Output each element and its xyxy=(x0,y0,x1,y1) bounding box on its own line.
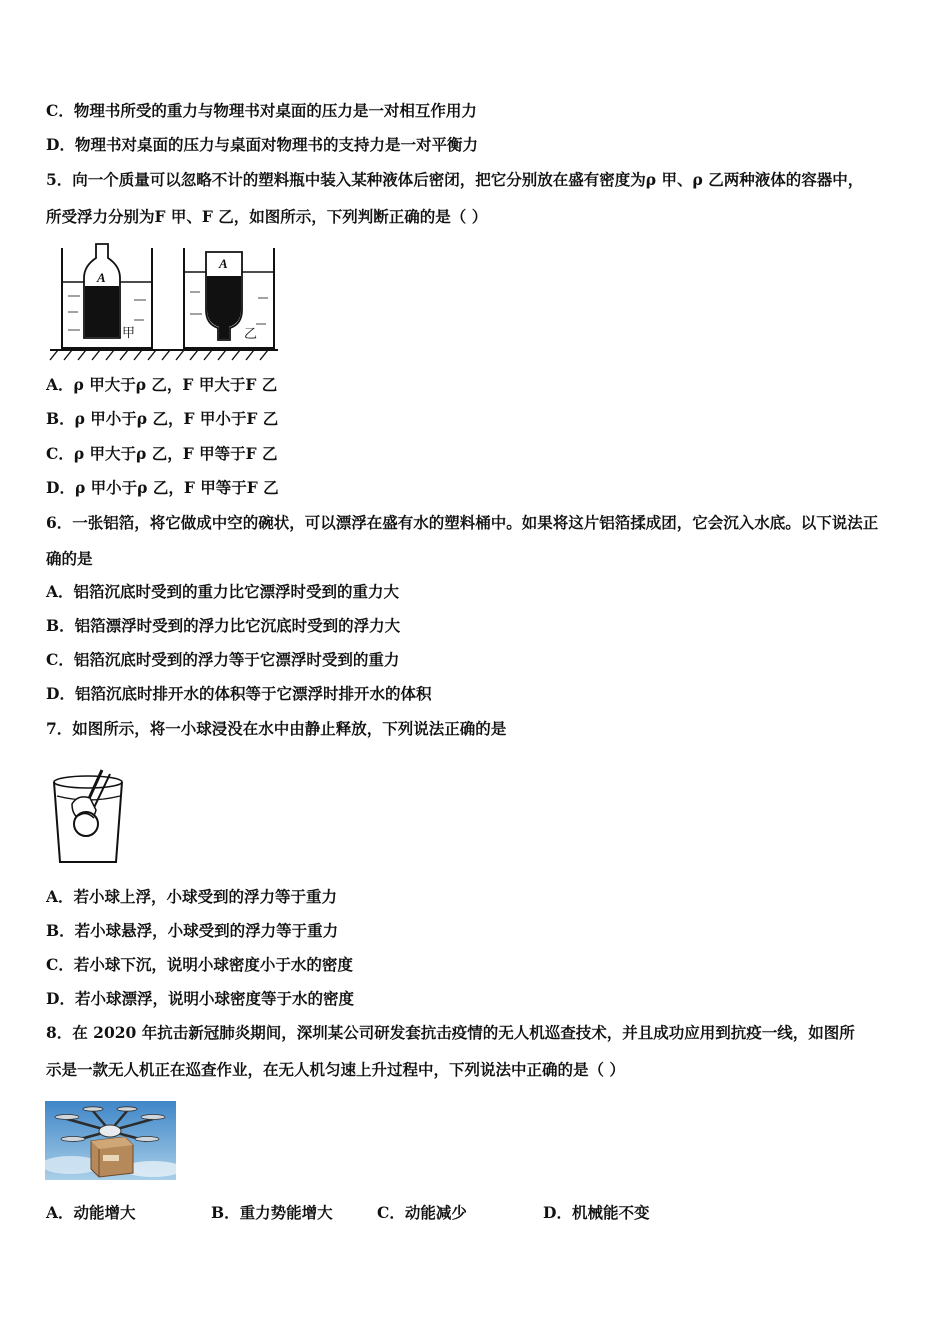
q5-stem-line1: 5．向一个质量可以忽略不计的塑料瓶中装入某种液体后密闭，把它分别放在盛有密度为ρ 甲、ρ 乙两种液体的容器中， xyxy=(46,170,864,189)
q5-figure xyxy=(48,240,280,364)
q6-option-d: D．铝箔沉底时排开水的体积等于它漂浮时排开水的体积 xyxy=(46,684,432,703)
q6-option-b: B．铝箔漂浮时受到的浮力比它沉底时受到的浮力大 xyxy=(46,616,401,635)
q8-drone-photo xyxy=(45,1101,176,1180)
q4-option-c: C．物理书所受的重力与物理书对桌面的压力是一对相互作用力 xyxy=(46,101,477,120)
q7-option-b: B．若小球悬浮，小球受到的浮力等于重力 xyxy=(46,921,339,940)
q6-option-c: C．铝箔沉底时受到的浮力等于它漂浮时受到的重力 xyxy=(46,650,400,669)
q7-stem: 7．如图所示，将一小球浸没在水中由静止释放，下列说法正确的是 xyxy=(46,719,507,738)
q7-option-c: C．若小球下沉，说明小球密度小于水的密度 xyxy=(46,955,353,974)
q5-option-d: D．ρ 甲小于ρ 乙，F 甲等于F 乙 xyxy=(46,478,279,497)
q5-option-c: C．ρ 甲大于ρ 乙，F 甲等于F 乙 xyxy=(46,444,278,463)
q5-option-b: B．ρ 甲小于ρ 乙，F 甲小于F 乙 xyxy=(46,409,279,428)
q7-option-a: A．若小球上浮，小球受到的浮力等于重力 xyxy=(46,887,338,906)
q8-options-row xyxy=(46,1203,649,1223)
q5-label-yi: 乙 xyxy=(244,327,258,342)
q8-option-d: D．机械能不变 xyxy=(543,1203,650,1222)
q8-option-b: B．重力势能增大 xyxy=(211,1203,333,1222)
q5-label-jia: 甲 xyxy=(122,326,136,341)
q6-option-a: A．铝箔沉底时受到的重力比它漂浮时受到的重力大 xyxy=(46,582,400,601)
q5-bottle-a-label-left: A xyxy=(97,270,106,285)
q8-stem-line1: 8．在 2020 年抗击新冠肺炎期间，深圳某公司研发套抗击疫情的无人机巡查技术，并且成功应用到抗疫一线，如图所 xyxy=(46,1023,855,1042)
q8-option-c: C．动能减少 xyxy=(377,1203,467,1222)
q5-bottle-a-label-right: A xyxy=(219,256,228,271)
q8-option-a: A．动能增大 xyxy=(46,1203,136,1222)
q5-option-a: A．ρ 甲大于ρ 乙，F 甲大于F 乙 xyxy=(46,375,278,394)
q6-stem-line2: 确的是 xyxy=(46,549,93,568)
q6-stem-line1: 6．一张铝箔，将它做成中空的碗状，可以漂浮在盛有水的塑料桶中。如果将这片铝箔揉成团，它会沉入水底。以下说法正 xyxy=(46,513,879,532)
q7-figure xyxy=(50,764,130,866)
q8-stem-line2: 示是一款无人机正在巡查作业，在无人机匀速上升过程中，下列说法中正确的是（ ） xyxy=(46,1060,625,1079)
q5-stem-line2: 所受浮力分别为F 甲、F 乙，如图所示，下列判断正确的是（ ） xyxy=(46,207,488,226)
q7-option-d: D．若小球漂浮，说明小球密度等于水的密度 xyxy=(46,989,354,1008)
q4-option-d: D．物理书对桌面的压力与桌面对物理书的支持力是一对平衡力 xyxy=(46,135,478,154)
